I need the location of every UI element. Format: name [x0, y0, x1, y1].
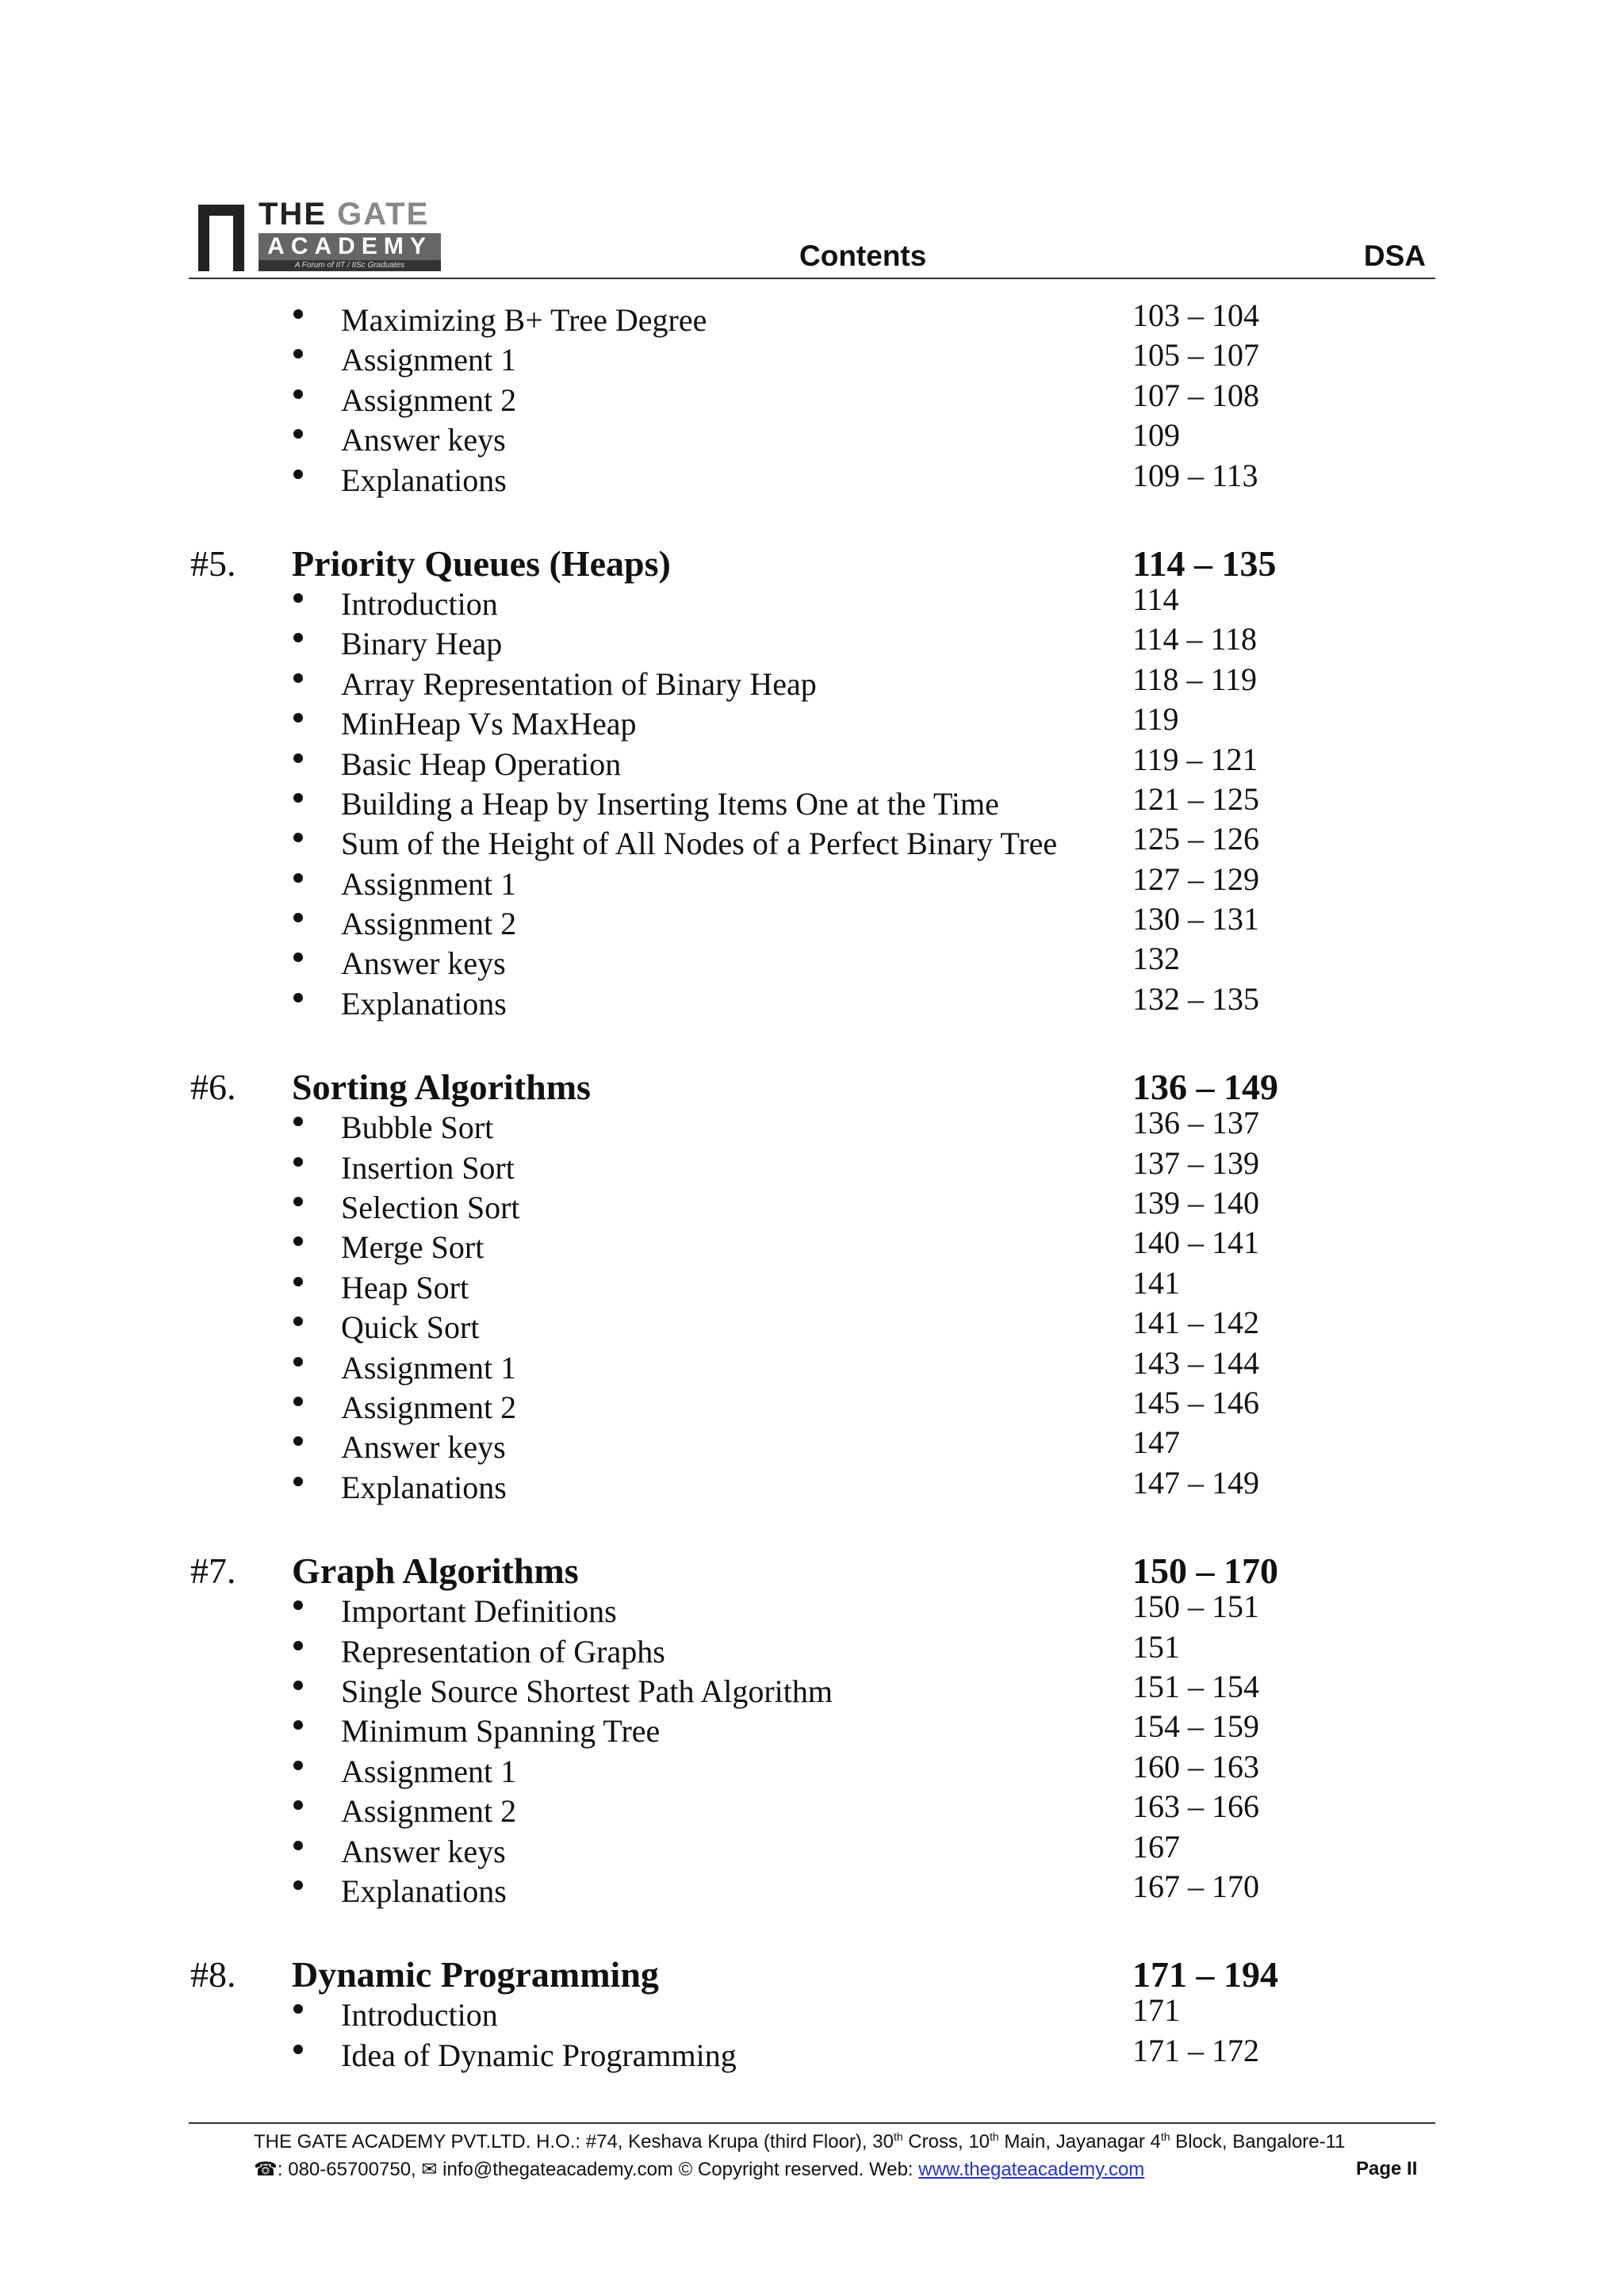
toc-entry-title: Idea of Dynamic Programming	[341, 2037, 737, 2073]
bullet-icon	[293, 1720, 303, 1730]
toc-entry-title: Quick Sort	[341, 1309, 480, 1346]
chapter-title: Sorting Algorithms	[292, 1067, 591, 1108]
toc-entry-title: Introduction	[341, 1997, 498, 2033]
footer-sup: th	[893, 2130, 903, 2143]
toc-entry-pages: 125 – 126	[1132, 821, 1259, 857]
toc-entry-pages: 121 – 125	[1132, 780, 1259, 817]
toc-entry-title: Selection Sort	[341, 1190, 520, 1226]
bullet-icon	[293, 873, 303, 883]
bullet-icon	[293, 953, 303, 962]
chapter-number: #6.	[190, 1067, 236, 1108]
toc-entry-title: Explanations	[341, 985, 507, 1022]
toc-entry-pages: 147 – 149	[1132, 1464, 1259, 1501]
bullet-icon	[293, 389, 303, 399]
toc-entry-pages: 171	[1132, 1992, 1180, 2029]
toc-entry-pages: 150 – 151	[1132, 1589, 1259, 1625]
toc-entry	[0, 1464, 1624, 1508]
toc-entry-pages: 151	[1132, 1628, 1180, 1665]
toc-entry-title: Bubble Sort	[341, 1110, 494, 1146]
toc-entry	[0, 1628, 1624, 1673]
toc-entry-pages: 103 – 104	[1132, 297, 1259, 333]
footer-contact	[254, 2158, 1435, 2181]
toc-entry-title: Answer keys	[341, 422, 506, 458]
logo-bracket-icon	[198, 205, 244, 271]
toc-entry-pages: 160 – 163	[1132, 1748, 1259, 1784]
bullet-icon	[293, 993, 303, 1002]
bullet-icon	[293, 673, 303, 683]
bullet-icon	[293, 470, 303, 479]
toc-entry-title: Single Source Shortest Path Algorithm	[341, 1673, 833, 1709]
bullet-icon	[293, 593, 303, 603]
toc-entry-pages: 130 – 131	[1132, 901, 1259, 937]
chapter-pages: 150 – 170	[1132, 1550, 1278, 1592]
toc-entry-title: Array Representation of Binary Heap	[341, 665, 817, 702]
toc-entry-pages: 151 – 154	[1132, 1668, 1259, 1704]
toc-entry	[0, 821, 1624, 864]
footer-sup: th	[1160, 2130, 1170, 2143]
toc-entry-pages: 141	[1132, 1264, 1180, 1301]
toc-entry-pages: 132	[1132, 941, 1180, 977]
toc-entry-pages: 127 – 129	[1132, 861, 1259, 897]
bullet-icon	[293, 1681, 303, 1690]
toc-entry	[0, 1264, 1624, 1309]
toc-entry	[0, 1225, 1624, 1268]
chapter-heading	[0, 1953, 1624, 1996]
footer-address-part: Block, Bangalore-11	[1170, 2131, 1346, 2152]
bullet-icon	[293, 1357, 303, 1366]
toc-entry	[0, 1344, 1624, 1389]
toc-entry-pages: 140 – 141	[1132, 1225, 1259, 1261]
header-subject: DSA	[1363, 240, 1426, 272]
toc-entry	[0, 457, 1624, 501]
toc-entry-pages: 119	[1132, 701, 1179, 738]
chapter-heading	[0, 542, 1624, 585]
bullet-icon	[293, 1800, 303, 1810]
toc-entry-title: Representation of Graphs	[341, 1633, 665, 1669]
chapter-pages: 114 – 135	[1132, 542, 1277, 584]
bullet-icon	[293, 309, 303, 319]
toc-entry-title: Explanations	[341, 1872, 507, 1909]
page-number: Page II	[1356, 2158, 1418, 2179]
toc-entry-pages: 114 – 118	[1132, 621, 1258, 657]
toc-entry	[0, 1144, 1624, 1189]
bullet-icon	[293, 713, 303, 723]
header-divider	[189, 278, 1435, 279]
footer-address	[254, 2130, 1435, 2153]
footer-address-part: THE GATE ACADEMY PVT.LTD. H.O.: #74, Keshava Krupa (third Floor), 30	[254, 2131, 894, 2152]
toc-entry	[0, 297, 1624, 341]
bullet-icon	[293, 833, 303, 842]
bullet-icon	[293, 793, 303, 803]
toc-entry-title: MinHeap Vs MaxHeap	[341, 706, 637, 742]
chapter-title: Graph Algorithms	[292, 1550, 579, 1592]
toc-entry-pages: 109	[1132, 417, 1180, 454]
bullet-icon	[293, 753, 303, 763]
toc-entry	[0, 337, 1624, 381]
bullet-icon	[293, 1641, 303, 1650]
toc-entry	[0, 1992, 1624, 2036]
toc-entry-pages: 143 – 144	[1132, 1344, 1259, 1381]
toc-entry-title: Assignment 1	[341, 1753, 517, 1789]
toc-entry-title: Building a Heap by Inserting Items One at the Time	[341, 785, 999, 822]
toc-entry	[0, 1185, 1624, 1228]
logo-tagline: A Forum of IIT / IISc Graduates	[259, 260, 441, 271]
chapter-pages: 136 – 149	[1132, 1067, 1278, 1108]
toc-entry-title: Assignment 1	[341, 342, 517, 378]
toc-entry-title: Explanations	[341, 462, 507, 498]
toc-entry	[0, 377, 1624, 421]
toc-entry-pages: 141 – 142	[1132, 1305, 1259, 1341]
chapter-heading	[0, 1550, 1624, 1593]
toc-entry-title: Assignment 1	[341, 1349, 517, 1386]
chapter-title: Dynamic Programming	[292, 1954, 659, 1995]
gate-academy-logo	[198, 197, 452, 273]
toc-entry	[0, 701, 1624, 745]
toc-entry-title: Explanations	[341, 1469, 507, 1505]
toc-entry	[0, 1589, 1624, 1632]
footer-address-part: Cross, 10	[902, 2131, 990, 2152]
toc-entry-title: Sum of the Height of All Nodes of a Perfect Binary Tree	[341, 826, 1058, 862]
header-title: Contents	[799, 240, 927, 272]
footer-address-part: Main, Jayanagar 4	[998, 2131, 1161, 2152]
toc-entry-pages: 139 – 140	[1132, 1185, 1259, 1221]
toc-entry-title: Assignment 2	[341, 1793, 517, 1830]
toc-entry-pages: 132 – 135	[1132, 980, 1259, 1017]
bullet-icon	[293, 1117, 303, 1126]
toc-entry	[0, 780, 1624, 825]
bullet-icon	[293, 2045, 303, 2054]
toc-entry	[0, 417, 1624, 461]
chapter-title: Priority Queues (Heaps)	[292, 542, 671, 584]
toc-entry	[0, 1424, 1624, 1468]
toc-entry	[0, 1828, 1624, 1872]
bullet-icon	[293, 1277, 303, 1286]
footer-contact-text: ☎: 080-65700750, ✉ info@thegateacademy.com © Copyright reserved. Web:	[254, 2159, 919, 2180]
bullet-icon	[293, 1477, 303, 1486]
toc-entry	[0, 980, 1624, 1025]
toc-entry-pages: 163 – 166	[1132, 1788, 1259, 1825]
toc-entry	[0, 1708, 1624, 1752]
bullet-icon	[293, 913, 303, 922]
toc-entry-pages: 137 – 139	[1132, 1144, 1259, 1181]
chapter-heading	[0, 1066, 1624, 1109]
chapter-number: #7.	[190, 1550, 236, 1592]
bullet-icon	[293, 2004, 303, 2014]
toc-entry	[0, 1384, 1624, 1428]
toc-entry-title: Answer keys	[341, 1429, 506, 1466]
bullet-icon	[293, 633, 303, 642]
bullet-icon	[293, 1157, 303, 1167]
chapter-number: #5.	[190, 542, 236, 584]
toc-entry-title: Answer keys	[341, 945, 506, 982]
bullet-icon	[293, 1436, 303, 1446]
website-link[interactable]: www.thegateacademy.com	[918, 2159, 1145, 2180]
chapter-number: #8.	[190, 1954, 236, 1995]
toc-entry-title: Minimum Spanning Tree	[341, 1713, 661, 1750]
logo-word-gate: GATE	[337, 197, 430, 232]
logo-word-academy: ACADEMY	[259, 233, 441, 260]
bullet-icon	[293, 1880, 303, 1890]
toc-entry-title: Heap Sort	[341, 1269, 469, 1305]
toc-entry-title: Merge Sort	[341, 1229, 485, 1266]
toc-entry	[0, 1668, 1624, 1712]
toc-entry	[0, 581, 1624, 625]
toc-entry-pages: 119 – 121	[1132, 741, 1258, 777]
toc-entry-pages: 118 – 119	[1132, 661, 1258, 697]
bullet-icon	[293, 429, 303, 439]
toc-entry-pages: 107 – 108	[1132, 377, 1259, 413]
toc-entry-title: Assignment 2	[341, 906, 517, 942]
toc-entry-pages: 154 – 159	[1132, 1708, 1259, 1745]
footer-divider	[189, 2122, 1435, 2124]
toc-entry-title: Basic Heap Operation	[341, 746, 622, 782]
toc-entry-pages: 147	[1132, 1424, 1180, 1461]
toc-entry	[0, 1868, 1624, 1912]
toc-entry-pages: 167 – 170	[1132, 1868, 1259, 1904]
toc-entry	[0, 941, 1624, 984]
toc-entry	[0, 2032, 1624, 2076]
bullet-icon	[293, 1397, 303, 1406]
footer-sup: th	[990, 2130, 999, 2143]
bullet-icon	[293, 1317, 303, 1326]
toc-entry-pages: 171 – 172	[1132, 2032, 1259, 2068]
toc-entry	[0, 741, 1624, 785]
toc-entry-title: Assignment 2	[341, 381, 517, 418]
toc-entry-pages: 136 – 137	[1132, 1105, 1259, 1141]
toc-entry-title: Answer keys	[341, 1833, 506, 1869]
toc-entry	[0, 1105, 1624, 1148]
bullet-icon	[293, 1236, 303, 1246]
table-of-contents	[0, 297, 1624, 2076]
toc-entry-title: Maximizing B+ Tree Degree	[341, 302, 707, 338]
toc-entry	[0, 1788, 1624, 1832]
toc-entry-pages: 167	[1132, 1828, 1180, 1865]
toc-entry-title: Insertion Sort	[341, 1149, 515, 1186]
toc-entry	[0, 1748, 1624, 1792]
toc-entry-pages: 109 – 113	[1132, 457, 1258, 493]
toc-entry-title: Important Definitions	[341, 1593, 617, 1630]
bullet-icon	[293, 1197, 303, 1206]
toc-entry-title: Introduction	[341, 585, 498, 622]
toc-entry-title: Assignment 2	[341, 1389, 517, 1425]
toc-entry-pages: 145 – 146	[1132, 1384, 1259, 1420]
chapter-pages: 171 – 194	[1132, 1954, 1278, 1995]
bullet-icon	[293, 1600, 303, 1610]
toc-entry	[0, 861, 1624, 905]
toc-entry-pages: 114	[1132, 581, 1179, 617]
toc-entry	[0, 621, 1624, 665]
toc-entry	[0, 1305, 1624, 1348]
toc-entry-title: Binary Heap	[341, 626, 503, 662]
bullet-icon	[293, 349, 303, 358]
bullet-icon	[293, 1761, 303, 1770]
toc-entry-title: Assignment 1	[341, 865, 517, 902]
bullet-icon	[293, 1841, 303, 1850]
toc-entry	[0, 661, 1624, 705]
page-header	[189, 197, 1435, 279]
logo-word-the: THE	[259, 197, 327, 232]
toc-entry	[0, 901, 1624, 945]
toc-entry-pages: 105 – 107	[1132, 337, 1259, 374]
page-footer	[189, 2122, 1435, 2181]
